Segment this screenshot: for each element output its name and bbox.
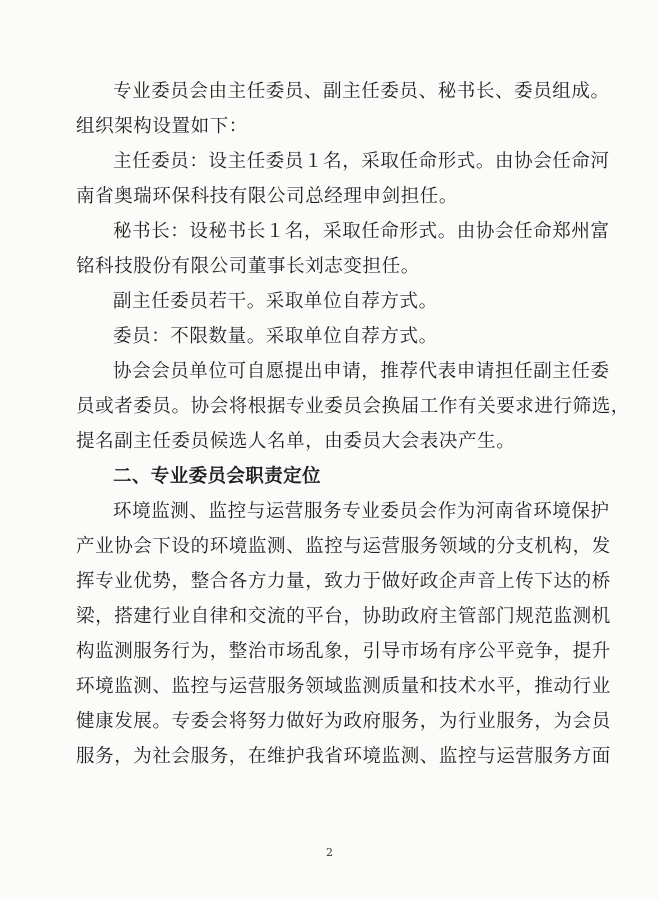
text-line: 副主任委员若干。采取单位自荐方式。	[113, 291, 438, 312]
text-line: 健康发展。专委会将努力做好为政府服务，为行业服务，为会员	[76, 711, 611, 732]
text-line: 铭科技股份有限公司董事长刘志变担任。	[76, 256, 420, 277]
text-line: 提名副主任委员候选人名单，由委员大会表决产生。	[76, 431, 516, 452]
text-line: 挥专业优势，整合各方力量，致力于做好政企声音上传下达的桥	[76, 571, 611, 592]
paragraph-members	[76, 319, 596, 354]
paragraph-composition	[76, 74, 610, 144]
text-line: 产业协会下设的环境监测、监控与运营服务领域的分支机构，发	[76, 536, 611, 557]
paragraph-application	[76, 354, 630, 459]
text-line: 员或者委员。协会将根据专业委员会换届工作有关要求进行筛选，	[76, 396, 630, 417]
paragraph-director	[76, 144, 610, 214]
paragraph-deputy-director	[76, 284, 596, 319]
text-line: 环境监测、监控与运营服务领域监测质量和技术水平，推动行业	[76, 676, 611, 697]
text-line: 秘书长：设秘书长１名，采取任命形式。由协会任命郑州富	[113, 221, 610, 242]
text-line: 构监测服务行为，整治市场乱象，引导市场有序公平竞争，提升	[76, 641, 611, 662]
text-line: 南省奥瑞环保科技有限公司总经理申剑担任。	[76, 186, 459, 207]
text-line: 梁，搭建行业自律和交流的平台，协助政府主管部门规范监测机	[76, 606, 611, 627]
section-heading: 二、专业委员会职责定位	[113, 466, 321, 487]
text-line: 委员：不限数量。采取单位自荐方式。	[113, 326, 438, 347]
text-line: 组织架构设置如下：	[76, 116, 248, 137]
text-line: 服务，为社会服务，在维护我省环境监测、监控与运营服务方面	[76, 746, 611, 767]
document-body	[76, 74, 630, 774]
text-line: 协会会员单位可自愿提出申请，推荐代表申请担任副主任委	[113, 361, 610, 382]
paragraph-responsibilities	[76, 494, 611, 774]
text-line: 专业委员会由主任委员、副主任委员、秘书长、委员组成。	[113, 81, 610, 102]
text-line: 主任委员：设主任委员１名，采取任命形式。由协会任命河	[113, 151, 610, 172]
paragraph-secretary-general	[76, 214, 610, 284]
page-number: 2	[326, 846, 333, 859]
text-line: 环境监测、监控与运营服务专业委员会作为河南省环境保护	[113, 501, 610, 522]
